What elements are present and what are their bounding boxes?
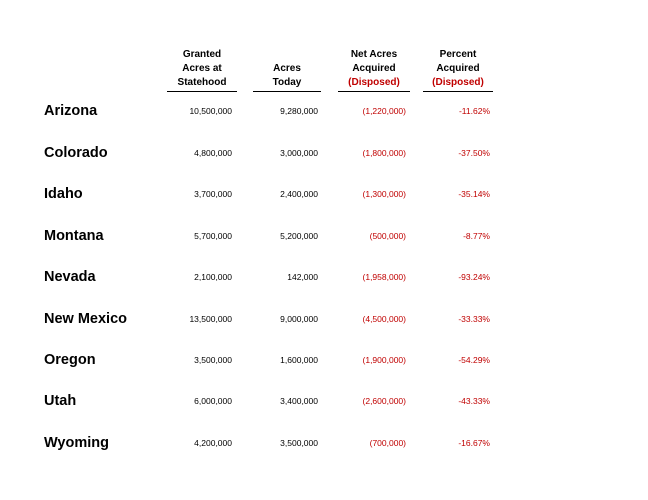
net-acres-value: (700,000) [369,438,406,448]
header-percent-line1: Percent [439,49,477,60]
table-row [0,184,648,204]
net-acres-value: (4,500,000) [362,314,406,324]
state-name: Arizona [44,103,98,119]
header-today-line1: Acres [273,63,301,74]
table-row [0,143,648,163]
header-granted-line3: Statehood [177,77,227,88]
net-acres-value: (1,958,000) [362,272,406,282]
header-percent-line2: Acquired [436,63,480,74]
granted-acres-value: 3,700,000 [194,189,232,199]
acres-today-value: 5,200,000 [280,231,318,241]
acres-today-value: 2,400,000 [280,189,318,199]
percent-value: -8.77% [463,231,490,241]
header-today-line2: Today [272,77,302,88]
acres-today-value: 3,400,000 [280,396,318,406]
percent-value: -16.67% [458,438,490,448]
header-net-acres [338,44,410,92]
percent-value: -11.62% [458,106,490,116]
header-net-line1: Net Acres [350,49,398,60]
state-name: Utah [44,393,77,409]
acres-today-value: 9,280,000 [280,106,318,116]
granted-acres-value: 4,200,000 [194,438,232,448]
percent-value: -37.50% [458,148,490,158]
granted-acres-value: 5,700,000 [194,231,232,241]
percent-value: -54.29% [458,355,490,365]
acres-today-value: 9,000,000 [280,314,318,324]
net-acres-value: (1,220,000) [362,106,406,116]
state-name: Colorado [44,145,108,161]
net-acres-value: (1,300,000) [362,189,406,199]
header-granted-acres [167,44,237,92]
table-row [0,226,648,246]
acres-today-value: 3,500,000 [280,438,318,448]
granted-acres-value: 10,500,000 [189,106,232,116]
header-acres-today [253,44,321,92]
granted-acres-value: 13,500,000 [189,314,232,324]
table-row [0,350,648,370]
header-percent [423,44,493,92]
net-acres-value: (1,900,000) [362,355,406,365]
table-row [0,309,648,329]
acres-today-value: 142,000 [287,272,318,282]
state-name: Nevada [44,269,96,285]
state-name: Wyoming [44,435,109,451]
table-row [0,391,648,411]
table-row [0,433,648,453]
granted-acres-value: 3,500,000 [194,355,232,365]
percent-value: -33.33% [458,314,490,324]
header-net-line3: (Disposed) [348,77,400,88]
acres-today-value: 3,000,000 [280,148,318,158]
state-name: Montana [44,228,104,244]
granted-acres-value: 2,100,000 [194,272,232,282]
header-granted-line1: Granted [182,49,222,60]
header-granted-line2: Acres at [182,63,222,74]
table-row [0,267,648,287]
net-acres-value: (500,000) [369,231,406,241]
header-net-line2: Acquired [352,63,396,74]
net-acres-value: (1,800,000) [362,148,406,158]
state-name: Oregon [44,352,96,368]
net-acres-value: (2,600,000) [362,396,406,406]
granted-acres-value: 6,000,000 [194,396,232,406]
percent-value: -43.33% [458,396,490,406]
granted-acres-value: 4,800,000 [194,148,232,158]
percent-value: -35.14% [458,189,490,199]
table-row [0,101,648,121]
state-name: Idaho [44,186,83,202]
state-name: New Mexico [44,311,127,327]
percent-value: -93.24% [458,272,490,282]
acres-today-value: 1,600,000 [280,355,318,365]
header-percent-line3: (Disposed) [432,77,484,88]
